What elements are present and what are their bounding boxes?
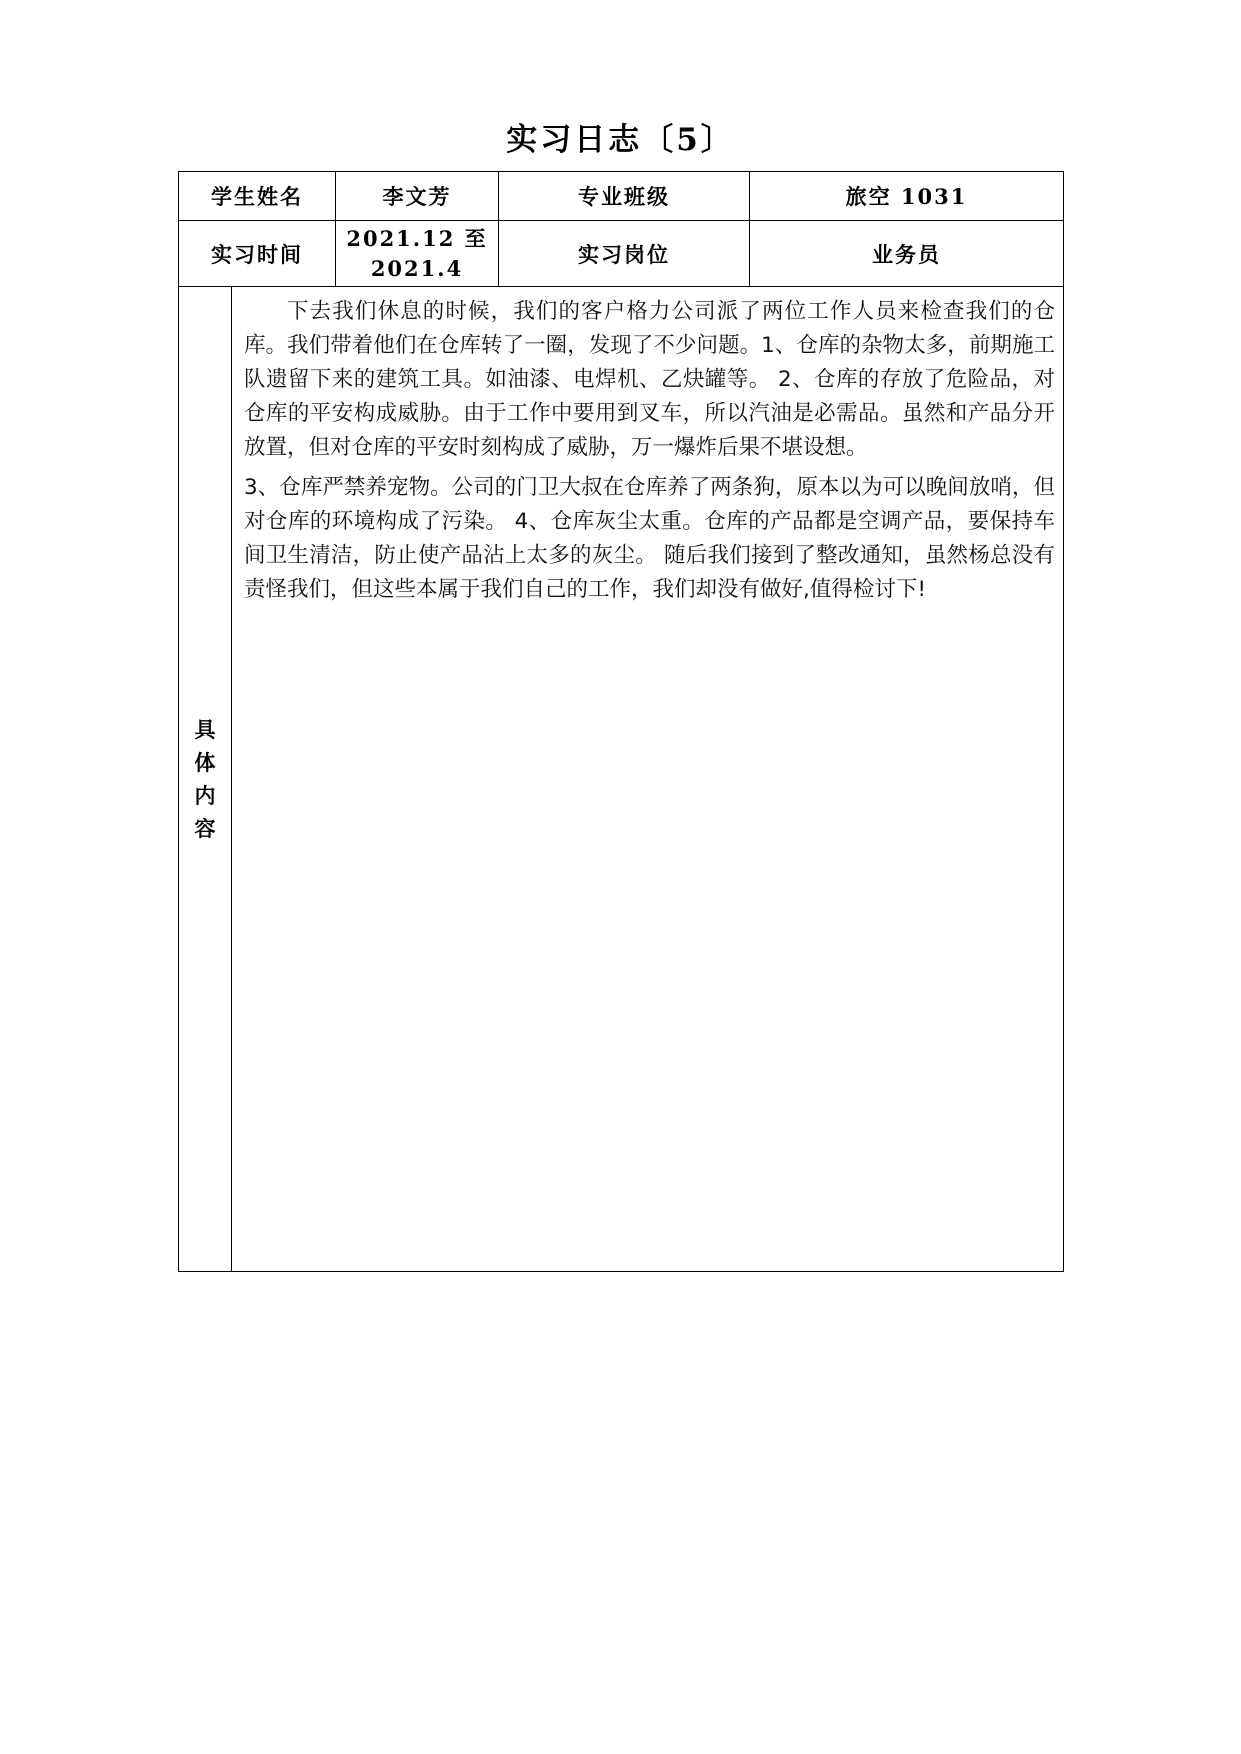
content-label-char: 内	[194, 783, 216, 808]
internship-time-value	[336, 221, 499, 287]
content-label-char: 容	[194, 816, 216, 841]
internship-time-end: 2021.4	[370, 255, 464, 281]
internship-position-label: 实习岗位	[499, 221, 750, 287]
content-label-char: 体	[194, 750, 216, 775]
internship-time-label: 实习时间	[179, 221, 336, 287]
student-name-value: 李文芳	[336, 172, 499, 221]
student-name-label: 学生姓名	[179, 172, 336, 221]
content-label-char: 具	[194, 717, 216, 742]
content-body	[232, 287, 1064, 1272]
content-label	[179, 287, 232, 1272]
table-row-student	[179, 172, 1064, 221]
content-paragraph: 下去我们休息的时候，我们的客户格力公司派了两位工作人员来检查我们的仓库。我们带着他们在仓库转了一圈，发现了不少问题。1、仓库的杂物太多，前期施工队遗留下来的建筑工具。如油漆、电焊机、乙炔罐等。 2、仓库的存放了危险品，对仓库的平安构成威胁。由于工作中要用到叉车，所以汽油是必需品。虽然和产品分开放置，但对仓库的平安时刻构成了威胁，万一爆炸后果不堪设想。	[244, 299, 1055, 460]
internship-log-table	[178, 171, 1064, 1272]
document-title: 实习日志〔5〕	[506, 122, 735, 158]
table-row-content	[179, 287, 1064, 1272]
content-label-vertical	[179, 713, 231, 845]
table-row-internship	[179, 221, 1064, 287]
content-paragraph: 3、仓库严禁养宠物。公司的门卫大叔在仓库养了两条狗，原本以为可以晚间放哨，但对仓库的环境构成了污染。 4、仓库灰尘太重。仓库的产品都是空调产品，要保持车间卫生清洁，防止使产品沾上太多的灰尘。 随后我们接到了整改通知，虽然杨总没有责怪我们，但这些本属于我们自己的工作，我们却没有做好,值得检讨下!	[244, 475, 1055, 602]
major-class-value: 旅空 1031	[750, 172, 1064, 221]
internship-position-value: 业务员	[750, 221, 1064, 287]
internship-time-start: 2021.12 至	[346, 225, 488, 251]
major-class-label: 专业班级	[499, 172, 750, 221]
